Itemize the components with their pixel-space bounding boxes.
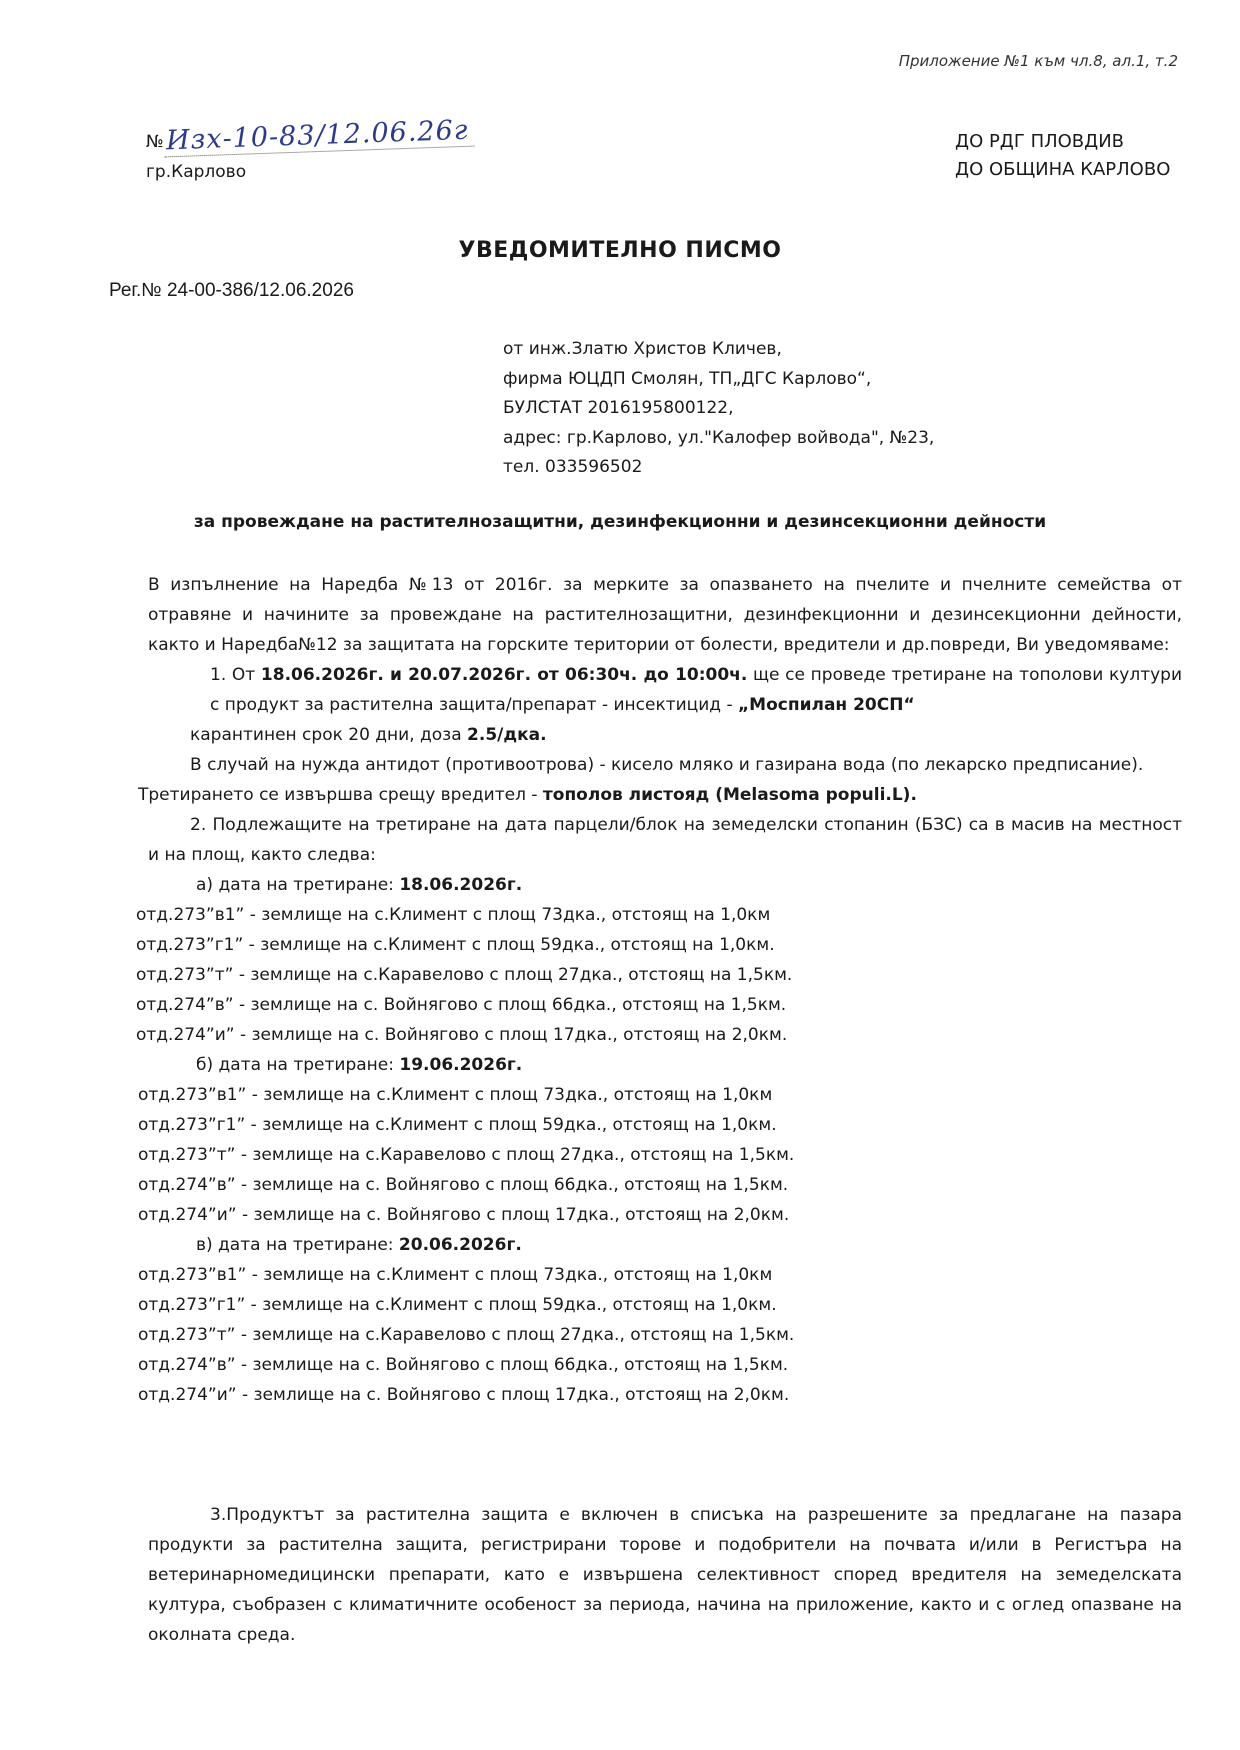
sender-line: БУЛСТАТ 2016195800122, (503, 398, 734, 418)
group-b-heading: б) дата на третиране: 19.06.2026г. (196, 1055, 523, 1075)
recipient-line: ДО ОБЩИНА КАРЛОВО (955, 159, 1171, 180)
parcel-row: отд.273”г1” - землище на с.Климент с площ 59дка., отстоящ на 1,0км. (138, 1115, 777, 1135)
dose: 2.5/дка. (467, 725, 547, 745)
antidote-paragraph: В случай на нужда антидот (противоотрова) - кисело мляко и газирана вода (по лекарско предписание). (190, 755, 1144, 775)
sender-line: фирма ЮЦДП Смолян, ТП„ДГС Карлово“, (503, 368, 872, 389)
parcel-row: отд.274”в” - землище на с. Войнягово с площ 66дка., отстоящ на 1,5км. (138, 1355, 789, 1375)
group-a-heading: а) дата на третиране: 18.06.2026г. (196, 875, 523, 895)
item-2: 2. Подлежащите на третиране на дата парцели/блок на земеделски стопанин (БЗС) са в масив на местност и на площ, както следва: (148, 815, 1182, 865)
parcel-row: отд.273”т” - землище на с.Каравелово с площ 27дка., отстоящ на 1,5км. (138, 1145, 795, 1165)
item-1: 1. От 18.06.2026г. и 20.07.2026г. от 06:30ч. до 10:00ч. ще се проведе третиране на тополови култури с продукт за растителна защита/препарат - инсектицид - „Моспилан 20СП“ (210, 665, 1183, 715)
purpose-heading: за провеждане на растителнозащитни, дезинфекционни и дезинсекционни дейности (193, 512, 1047, 532)
annex-reference: Приложение №1 към чл.8, ал.1, т.2 (898, 52, 1178, 70)
pest-name: тополов листояд (Melasoma populi.L). (542, 785, 917, 805)
outgoing-number (146, 114, 474, 157)
date-to: 20.07.2026г. (408, 665, 532, 685)
parcel-row: отд.273”в1” - землище на с.Климент с площ 73дка., отстоящ на 1,0км (138, 1085, 773, 1105)
parcel-row: отд.274”и” - землище на с. Войнягово с площ 17дка., отстоящ на 2,0км. (138, 1205, 790, 1225)
time-from: 06:30ч. (564, 665, 638, 685)
letter-body (136, 570, 1183, 1410)
parcel-row: отд.273”г1” - землище на с.Климент с площ 59дка., отстоящ на 1,0км. (136, 935, 775, 955)
document-title: УВЕДОМИТЕЛНО ПИСМО (458, 238, 782, 263)
parcel-row: отд.274”в” - землище на с. Войнягово с площ 66дка., отстоящ на 1,5км. (138, 1175, 789, 1195)
parcel-row: отд.273”т” - землище на с.Каравелово с площ 27дка., отстоящ на 1,5км. (138, 1325, 795, 1345)
parcel-row: отд.274”в” - землище на с. Войнягово с площ 66дка., отстоящ на 1,5км. (136, 995, 787, 1015)
parcel-row: отд.273”в1” - землище на с.Климент с площ 73дка., отстоящ на 1,0км (136, 905, 771, 925)
parcel-row: отд.273”г1” - землище на с.Климент с площ 59дка., отстоящ на 1,0км. (138, 1295, 777, 1315)
product-name: „Моспилан 20СП“ (738, 695, 915, 715)
date-from: 18.06.2026г. (260, 665, 384, 685)
recipient-line: ДО РДГ ПЛОВДИВ (955, 131, 1125, 152)
quarantine-line: карантинен срок 20 дни, доза 2.5/дка. (190, 725, 547, 745)
recipients-block (955, 128, 1170, 184)
handwritten-number: Изх-10-83/12.06.26г (163, 115, 474, 158)
intro-paragraph: В изпълнение на Наредба №13 от 2016г. за мерките за опазването на пчелите и пчелните семейства от отравяне и начините за провеждане на растителнозащитни, дезинфекционни и дезинсекционни дейности, както и Наредба№12 за защитата на горските територии от болести, вредители и др.повреди, Ви уведомяваме: (148, 575, 1182, 655)
time-to: 10:00ч. (675, 665, 748, 685)
parcel-row: отд.273”т” - землище на с.Каравелово с площ 27дка., отстоящ на 1,5км. (136, 965, 793, 985)
sender-line: от инж.Златю Христов Кличев, (503, 339, 782, 359)
registration-number: Рег.№ 24-00-386/12.06.2026 (109, 280, 354, 301)
parcel-row: отд.274”и” - землище на с. Войнягово с площ 17дка., отстоящ на 2,0км. (138, 1385, 790, 1405)
group-c-heading: в) дата на третиране: 20.06.2026г. (196, 1235, 522, 1255)
sender-block (503, 335, 934, 483)
pest-line: Третирането се извършва срещу вредител - тополов листояд (Melasoma populi.L). (138, 785, 917, 805)
sender-line: адрес: гр.Карлово, ул."Калофер войвода", №23, (503, 427, 935, 448)
number-label: № (146, 132, 164, 152)
parcel-row: отд.274”и” - землище на с. Войнягово с площ 17дка., отстоящ на 2,0км. (136, 1025, 788, 1045)
sender-city: гр.Карлово (146, 162, 247, 182)
item-3: 3.Продуктът за растителна защита е включен в списъка на разрешените за предлагане на пазара продукти за растителна защита, регистрирани торове и подобрители на почвата и/или в Регистъра на ветеринарномедицински препарати, като е извършена селективност според вредителя на земеделската култура, съобразен с климатичните особеност за периода, начина на приложение, както и с оглед опазване на околната среда. (148, 1505, 1182, 1645)
parcel-row: отд.273”в1” - землище на с.Климент с площ 73дка., отстоящ на 1,0км (138, 1265, 773, 1285)
sender-line: тел. 033596502 (503, 457, 643, 477)
